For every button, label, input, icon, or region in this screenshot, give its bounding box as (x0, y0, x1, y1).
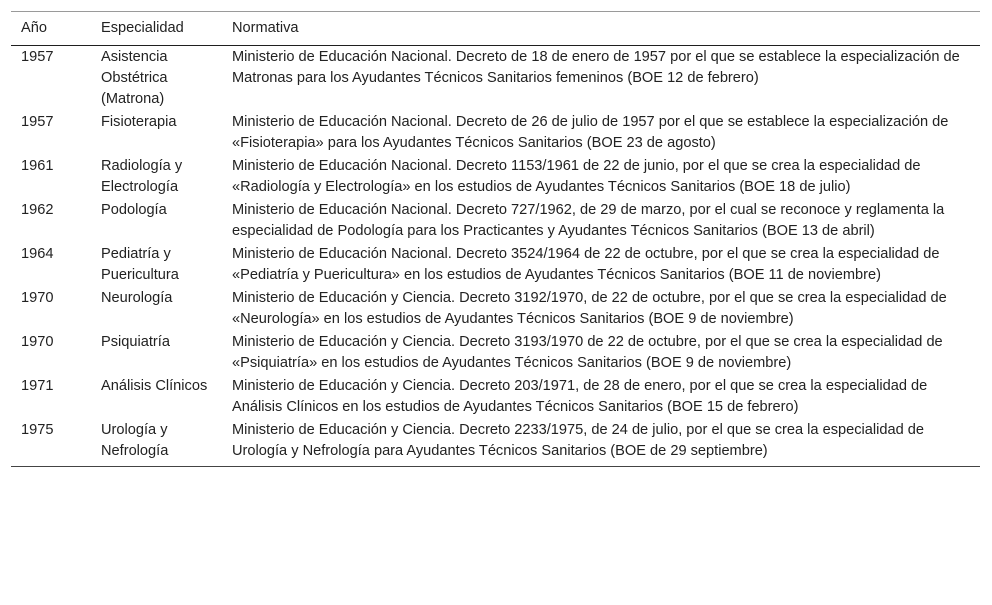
header-row (11, 12, 980, 46)
cell-year: 1962 (21, 202, 54, 218)
table-row (11, 331, 980, 375)
header-specialty: Especialidad (101, 19, 184, 36)
table-row (11, 199, 980, 243)
cell-specialty: Pediatría y Puericultura (101, 246, 179, 283)
cell-specialty: Neurología (101, 290, 173, 306)
table-row (11, 243, 980, 287)
cell-specialty: Podología (101, 202, 167, 218)
table-row (11, 287, 980, 331)
cell-regulation: Ministerio de Educación Nacional. Decreto 727/1962, de 29 de marzo, por el cual se reconoce y reglamenta la especialidad de Podología para los Practicantes y Ayudantes Técnicos Sanitarios (BOE 13 de abril) (232, 202, 945, 239)
cell-regulation: Ministerio de Educación y Ciencia. Decreto 203/1971, de 28 de enero, por el que se crea la especialidad de Análisis Clínicos en los estudios de Ayudantes Técnicos Sanitarios (BOE 15 de febrero) (232, 378, 928, 415)
specialties-table-container (11, 11, 980, 467)
table-row (11, 419, 980, 466)
cell-regulation: Ministerio de Educación y Ciencia. Decreto 2233/1975, de 24 de julio, por el que se crea la especialidad de Urología y Nefrología para Ayudantes Técnicos Sanitarios (BOE de 29 septiembre) (232, 422, 925, 459)
cell-year: 1970 (21, 334, 54, 350)
table-row (11, 375, 980, 419)
cell-regulation: Ministerio de Educación y Ciencia. Decreto 3192/1970, de 22 de octubre, por el que se crea la especialidad de «Neurología» en los estudios de Ayudantes Técnicos Sanitarios (BOE 9 de noviembre) (232, 290, 947, 327)
table-row (11, 46, 980, 112)
cell-regulation: Ministerio de Educación Nacional. Decreto 1153/1961 de 22 de junio, por el que se crea la especialidad de «Radiología y Electrología» en los estudios de Ayudantes Técnicos Sanitarios (BOE 18 de julio) (232, 158, 921, 195)
specialties-table (11, 11, 980, 466)
cell-specialty: Fisioterapia (101, 114, 177, 130)
cell-regulation: Ministerio de Educación Nacional. Decreto de 26 de julio de 1957 por el que se establece la especialización de «Fisioterapia» para los Ayudantes Técnicos Sanitarios (BOE 23 de agosto) (232, 114, 949, 151)
cell-regulation: Ministerio de Educación y Ciencia. Decreto 3193/1970 de 22 de octubre, por el que se crea la especialidad de «Psiquiatría» en los estudios de Ayudantes Técnicos Sanitarios (BOE 9 de noviembre) (232, 334, 943, 371)
cell-specialty: Asistencia Obstétrica (Matrona) (101, 49, 168, 107)
cell-specialty: Urología y Nefrología (101, 422, 169, 459)
table-header (11, 12, 980, 46)
cell-year: 1971 (21, 378, 54, 394)
cell-year: 1957 (21, 49, 54, 65)
header-year: Año (21, 19, 47, 36)
cell-year: 1964 (21, 246, 54, 262)
cell-year: 1961 (21, 158, 54, 174)
cell-specialty: Análisis Clínicos (101, 378, 208, 394)
cell-regulation: Ministerio de Educación Nacional. Decreto de 18 de enero de 1957 por el que se establece la especialización de Matronas para los Ayudantes Técnicos Sanitarios femeninos (BOE 12 de febrero) (232, 49, 960, 86)
table-row (11, 155, 980, 199)
table-body (11, 46, 980, 467)
cell-year: 1970 (21, 290, 54, 306)
cell-specialty: Psiquiatría (101, 334, 170, 350)
cell-specialty: Radiología y Electrología (101, 158, 183, 195)
header-regulation: Normativa (232, 19, 299, 36)
table-row (11, 111, 980, 155)
cell-year: 1975 (21, 422, 54, 438)
cell-regulation: Ministerio de Educación Nacional. Decreto 3524/1964 de 22 de octubre, por el que se crea la especialidad de «Pediatría y Puericultura» en los estudios de Ayudantes Técnicos Sanitarios (BOE 11 de noviembre) (232, 246, 940, 283)
cell-year: 1957 (21, 114, 54, 130)
